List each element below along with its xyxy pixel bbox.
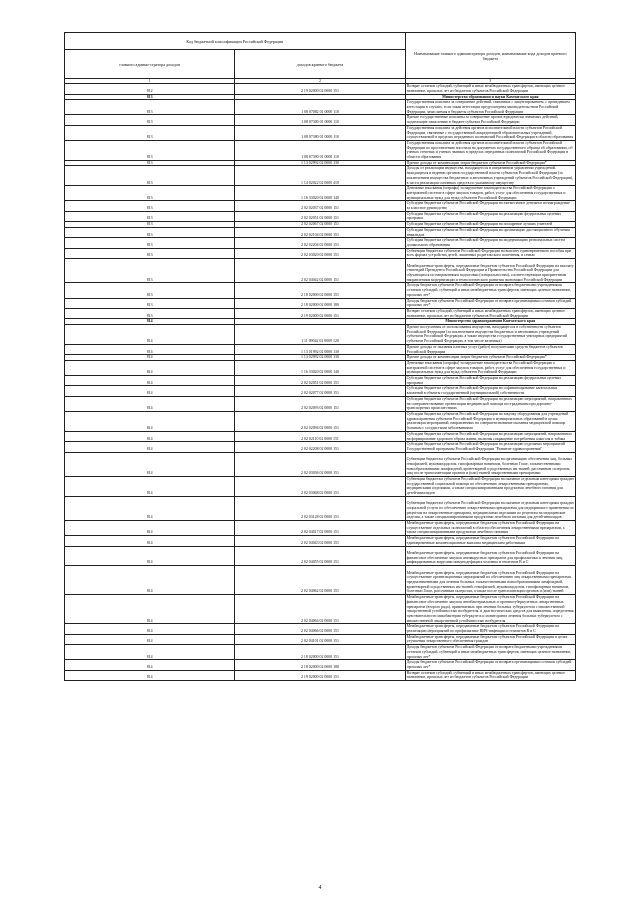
- admin-code-cell: 814: [65, 360, 235, 375]
- admin-code-cell: 814: [65, 396, 235, 411]
- table-row: [65, 259, 576, 283]
- table-row: [65, 100, 576, 115]
- admin-code-cell: 813: [65, 238, 235, 248]
- income-code-cell: 2 02 02067 02 0000 151: [235, 222, 405, 228]
- admin-code-cell: 813: [65, 283, 235, 298]
- code-group-header: Код бюджетной классификации Российской Федерации: [65, 33, 406, 50]
- income-name-cell: Прочие государственные пошлины за совершение прочих юридически значимых действий, подлежащие зачислению в бюджет субъекта Российской Федерации: [405, 115, 575, 125]
- income-code-cell: 2 02 02037 02 0000 151: [235, 201, 405, 211]
- income-code-cell: 2 02 04055 02 0000 151: [235, 546, 405, 566]
- income-code-cell: 2 18 02000 02 0000 180: [235, 298, 405, 308]
- income-code-cell: 2 02 04064 02 0000 151: [235, 595, 405, 624]
- table-row: [65, 476, 576, 496]
- admin-code-cell: 813: [65, 166, 235, 186]
- income-name-cell: Межбюджетные трансферты, передаваемые бюджетам субъектов Российской Федерации на единовременные компенсационные выплаты медицинским работникам: [405, 536, 575, 546]
- income-code-cell: 1 13 01992 02 0000 130: [235, 344, 405, 354]
- admin-code-cell: 813: [65, 201, 235, 211]
- table-row: [65, 344, 576, 354]
- table-row: [65, 670, 576, 680]
- income-code-cell: 2 02 04042 02 0000 151: [235, 259, 405, 283]
- admin-code-cell: 814: [65, 670, 235, 680]
- table-row: [65, 624, 576, 634]
- admin-code-cell: 814: [65, 442, 235, 452]
- table-row: [65, 396, 576, 411]
- table-row: [65, 496, 576, 520]
- admin-code-cell: 814: [65, 411, 235, 431]
- column-number: 1: [65, 79, 235, 84]
- income-code-cell: 2 19 02000 02 0000 151: [235, 670, 405, 680]
- income-name-cell: Доходы бюджетов субъектов Российской Федерации от возврата бюджетными учреждениями остатков субсидий, субвенций и иных межбюджетных трансфертов, имеющих целевое назначение, прошлых лет*: [405, 283, 575, 298]
- table-row: [65, 634, 576, 644]
- income-name-cell: Прочие доходы от компенсации затрат бюджетов субъектов Российской Федерации*: [405, 160, 575, 166]
- income-name-cell: Субсидии бюджетам субъектов Российской Федерации на ежемесячное денежное вознаграждение за классное руководство: [405, 201, 575, 211]
- admin-code-cell: 814: [65, 496, 235, 520]
- income-name-cell: Субсидии бюджетам субъектов Российской Федерации на реализацию федеральных целевых программ: [405, 211, 575, 221]
- income-code-cell: 1 13 02992 02 0000 130: [235, 355, 405, 361]
- income-name-cell: Субсидии бюджетам субъектов Российской Федерации на реализацию мероприятий, направленных на совершенствование организации медицинской помощи пострадавшим при дорожно-транспортных происшествиях: [405, 396, 575, 411]
- income-name-cell: Межбюджетные трансферты, передаваемые бюджетам субъектов Российской Федерации на осуществление отдельных полномочий в области обеспечения лекарственными препаратами, а также специализированными продуктами лечебного питания: [405, 521, 575, 536]
- admin-code-cell: 814: [65, 431, 235, 441]
- income-code-cell: 2 18 02000 02 0000 180: [235, 660, 405, 670]
- income-column-header: доходов краевого бюджета: [235, 50, 405, 79]
- admin-code-cell: 814: [65, 645, 235, 660]
- income-name-cell: Государственная пошлина за совершение действий, связанных с лицензированием, с проведением аттестации в случаях, если такая аттестация предусмотрена законодательством Российской Федерации, зачисляемая в бюджеты субъектов Российской Федерации: [405, 100, 575, 115]
- income-code-cell: 2 02 03020 02 0000 151: [235, 248, 405, 258]
- table-row: [65, 536, 576, 546]
- table-row: [65, 125, 576, 140]
- table-row: [65, 325, 576, 345]
- admin-code-cell: 813: [65, 248, 235, 258]
- income-code-cell: 1 11 09042 02 0000 120: [235, 325, 405, 345]
- table-row: [65, 308, 576, 318]
- income-code-cell: 2 02 02051 02 0000 151: [235, 211, 405, 221]
- table-body: [65, 79, 576, 681]
- income-name-cell: Субсидии бюджетам субъектов Российской Федерации на организацию дистанционного обучения инвалидов: [405, 227, 575, 237]
- income-name-cell: Государственная пошлина за действия органов исполнительной власти субъектов Российской Федерации по проставлению апостиля на документах государственного образца об образовании, об ученых степенях и ученых званиях в пределах переданных полномочий Российской Федерации в области образования: [405, 140, 575, 160]
- table-row: [65, 115, 576, 125]
- income-name-cell: Субсидии бюджетам субъектов Российской Федерации на реализацию отдельных мероприятий Государственной программы Российской Федерации "Развитие здравоохранения": [405, 442, 575, 452]
- income-code-cell: 2 02 04101 02 0000 151: [235, 634, 405, 644]
- table-row: [65, 227, 576, 237]
- table-row: [65, 166, 576, 186]
- income-code-cell: 2 19 02000 02 0000 151: [235, 308, 405, 318]
- table-row: [65, 283, 576, 298]
- table-row: [65, 645, 576, 660]
- table-row: [65, 431, 576, 441]
- admin-code-cell: 813: [65, 125, 235, 140]
- admin-code-cell: 814: [65, 452, 235, 476]
- table-row: [65, 566, 576, 595]
- admin-code-cell: 814: [65, 319, 235, 325]
- admin-code-cell: 814: [65, 521, 235, 536]
- income-code-cell: 2 02 02104 02 0000 151: [235, 227, 405, 237]
- income-name-cell: Субсидии бюджетам субъектов Российской Федерации на модернизацию региональных систем дошкольного образования: [405, 238, 575, 248]
- table-row: [65, 360, 576, 375]
- admin-code-cell: 813: [65, 94, 235, 100]
- table-row: [65, 186, 576, 201]
- admin-code-cell: 813: [65, 140, 235, 160]
- admin-code-cell: 814: [65, 325, 235, 345]
- income-name-cell: Субвенции бюджетам субъектов Российской Федерации на оказание отдельным категориям граждан социальной услуги по обеспечению лекарственными препаратами для медицинского применения по рецептам на лекарственные препараты, медицинскими изделиями по рецептам на медицинские изделия, а также специализированными продуктами лечебного питания для детей-инвалидов: [405, 496, 575, 520]
- table-row: [65, 201, 576, 211]
- income-name-cell: Межбюджетные трансферты, передаваемые бюджетам субъектов Российской Федерации на финансовое обеспечение закупок антибактериальных и противотуберкулезных лекарственных препаратов (второго ряда), применяемых при лечении больных туберкулезом с множественной лекарственной устойчивостью возбудителя, и диагностических средств для выявления, определения чувствительности микобактерии туберкулеза и мониторинга лечения больных туберкулезом с множественной лекарственной устойчивостью возбудителя: [406, 595, 574, 623]
- admin-code-cell: 814: [65, 344, 235, 354]
- section-title-cell: Министерство здравоохранения Камчатского края: [405, 319, 575, 325]
- income-code-cell: 2 02 04017 02 0000 151: [235, 521, 405, 536]
- income-name-cell: Субвенции бюджетам субъектов Российской Федерации на выплату единовременного пособия при всех формах устройства детей, лишенных родительского попечения, в семью: [405, 248, 575, 258]
- income-code-cell: 2 02 02094 02 0000 151: [235, 411, 405, 431]
- income-name-cell: Субсидии бюджетам субъектов Российской Федерации на поощрение лучших учителей: [405, 222, 575, 228]
- income-code-cell: 2 19 02000 02 0000 151: [235, 84, 405, 94]
- income-name-cell: Государственная пошлина за действия органов исполнительной власти субъектов Российской Федерации, связанные с государственной аккредитацией образовательных учреждений, осуществляемой в пределах переданных полномочий Российской Федерации в области образования: [405, 125, 575, 140]
- income-code-cell: 2 02 03128 02 0000 151: [235, 496, 405, 520]
- income-code-cell: 2 18 02000 02 0000 151: [235, 645, 405, 660]
- admin-code-cell: 814: [65, 624, 235, 634]
- admin-code-cell: 813: [65, 227, 235, 237]
- income-code-cell: 1 08 07082 01 0000 110: [235, 100, 405, 115]
- admin-code-cell: 814: [65, 595, 235, 624]
- table-row: [65, 452, 576, 476]
- income-name-cell: Доходы бюджетов субъектов Российской Федерации от возврата организациями остатков субсидий прошлых лет*: [405, 660, 575, 670]
- income-code-cell: 1 08 07300 01 0000 110: [235, 115, 405, 125]
- income-name-cell: Прочие доходы от оказания платных услуг (работ) получателями средств бюджетов субъектов Российской Федерации: [405, 344, 575, 354]
- admin-code-cell: 813: [65, 186, 235, 201]
- admin-code-cell: 813: [65, 222, 235, 228]
- income-name-cell: Доходы бюджетов субъектов Российской Федерации от возврата организациями остатков субсидий прошлых лет*: [405, 298, 575, 308]
- income-code-cell: 1 14 02022 02 0000 410: [235, 166, 405, 186]
- income-name-cell: Субсидии бюджетам субъектов Российской Федерации на закупку оборудования для учреждений здравоохранения субъектов Российской Федерации и муниципальных образований в целях реализации мероприятий, направленных на совершенствование оказания медицинской помощи больным с сосудистыми заболеваниями: [405, 411, 575, 431]
- income-name-cell: Доходы бюджетов субъектов Российской Федерации от возврата бюджетными учреждениями остатков субсидий, субвенций и иных межбюджетных трансфертов, имеющих целевое назначение, прошлых лет*: [405, 645, 575, 660]
- income-name-cell: Межбюджетные трансферты, передаваемые бюджетам субъектов Российской Федерации на реализацию мероприятий по профилактике ВИЧ-инфекции и гепатитов B и C: [405, 624, 575, 634]
- income-code-cell: 2 02 04043 02 0000 151: [235, 536, 405, 546]
- income-name-cell: Межбюджетные трансферты, передаваемые бюджетам субъектов Российской Федерации в целях улучшения лекарственного обеспечения граждан: [405, 634, 575, 644]
- admin-code-cell: 813: [65, 160, 235, 166]
- admin-code-cell: 813: [65, 298, 235, 308]
- table-row: [65, 442, 576, 452]
- table-row: [65, 140, 576, 160]
- income-name-cell: Денежные взыскания (штрафы) за нарушение законодательства Российской Федерации о контрактной системе в сфере закупок товаров, работ, услуг для обеспечения государственных и муниципальных нужд для нужд субъектов Российской Федерации: [405, 186, 575, 201]
- admin-code-cell: 814: [65, 376, 235, 386]
- income-name-cell: Прочие доходы от компенсации затрат бюджетов субъектов Российской Федерации*: [405, 355, 575, 361]
- admin-code-cell: 814: [65, 546, 235, 566]
- table-row: [65, 521, 576, 536]
- column-number: 2: [235, 79, 405, 84]
- table-row: [65, 84, 576, 94]
- admin-code-cell: 814: [65, 386, 235, 396]
- admin-code-cell: 813: [65, 308, 235, 318]
- admin-code-cell: 813: [65, 115, 235, 125]
- page-number: 4: [318, 885, 322, 891]
- revenue-codes-table: [64, 32, 576, 681]
- income-code-cell: 2 18 02000 02 0000 151: [235, 283, 405, 298]
- admin-code-cell: 814: [65, 634, 235, 644]
- admin-code-cell: 814: [65, 660, 235, 670]
- income-name-cell: Прочие поступления от использования имущества, находящегося в собственности субъектов Российской Федерации (за исключением имущества бюджетных и автономных учреждений субъектов Российской Федерации, а также имущества государственных унитарных предприятий субъектов Российской Федерации, в том числе казенных): [405, 325, 575, 345]
- table-row: [65, 376, 576, 386]
- column-number: 3: [405, 79, 575, 84]
- income-name-cell: Возврат остатков субсидий, субвенций и иных межбюджетных трансфертов, имеющих целевое назначение, прошлых лет из бюджетов субъектов Российской Федерации: [405, 84, 575, 94]
- table-row: [65, 546, 576, 566]
- table-row: [65, 298, 576, 308]
- income-name-cell: Межбюджетные трансферты, передаваемые бюджетам субъектов Российской Федерации на финансовое обеспечение закупок антивирусных препаратов для профилактики и лечения лиц, инфицированных вирусами иммунодефицита человека и гепатитов B и C: [405, 546, 575, 566]
- income-code-cell: 2 02 03036 02 0000 151: [235, 452, 405, 476]
- admin-code-cell: 814: [65, 566, 235, 595]
- income-name-cell: Межбюджетные трансферты, передаваемые бюджетам субъектов Российской Федерации на выплату стипендий Президента Российской Федерации и Правительства Российской Федерации для обучающихся по направлениям подготовки (специальностям), соответствующим приоритетным направлениям модернизации и технологического развития экономики Российской Федерации: [405, 259, 575, 283]
- table-row: [65, 238, 576, 248]
- income-name-cell: Доходы от реализации имущества, находящегося в оперативном управлении учреждений, находящихся в ведении органов государственной власти субъектов Российской Федерации (за исключением имущества бюджетных и автономных учреждений субъектов Российской Федерации), в части реализации основных средств по указанному имуществу: [405, 166, 575, 186]
- admin-code-cell: 812: [65, 84, 235, 94]
- income-code-cell: 2 02 02077 02 0000 151: [235, 386, 405, 396]
- name-column-header: Наименование главного администратора доходов, наименование кода доходов краевого бюджета: [405, 33, 575, 79]
- income-code-cell: 2 02 02093 02 0000 151: [235, 396, 405, 411]
- income-code-cell: 2 02 02204 02 0000 151: [235, 238, 405, 248]
- income-code-cell: 2 02 03068 02 0000 151: [235, 476, 405, 496]
- table-row: [65, 386, 576, 396]
- income-name-cell: Межбюджетные трансферты, передаваемые бюджетам субъектов Российской Федерации на осуществление организационных мероприятий по обеспечению лиц лекарственными препаратами, предназначенными для лечения больных злокачественными новообразованиями лимфоидной, кроветворной и родственных им тканей, гемофилией, муковисцидозом, гипофизарным нанизмом, болезнью Гоше, рассеянным склерозом, а также после трансплантации органов и (или) тканей: [405, 566, 575, 595]
- income-code-cell: 1 16 33020 02 0000 140: [235, 186, 405, 201]
- income-code-cell: 1 13 02992 02 0000 130: [235, 160, 405, 166]
- table-header-row: [65, 33, 576, 50]
- admin-code-cell: 813: [65, 211, 235, 221]
- income-code-cell: 2 02 02051 02 0000 151: [235, 376, 405, 386]
- income-name-cell: Субсидии бюджетам субъектов Российской Федерации на реализацию мероприятий, направленных на формирование здорового образа жизни, включая сокращение потребления алкоголя и табака: [405, 431, 575, 441]
- admin-column-header: главного админи-стратора доходов: [65, 50, 235, 79]
- income-name-cell: Субсидии бюджетам субъектов Российской Федерации на софинансирование капитальных вложений в объекты государственной (муниципальной) собственности: [405, 386, 575, 396]
- income-name-cell: Денежные взыскания (штрафы) за нарушение законодательства Российской Федерации о контрактной системе в сфере закупок товаров, работ, услуг для обеспечения государственных и муниципальных нужд для нужд субъектов Российской Федерации: [405, 360, 575, 375]
- income-name-cell: Возврат остатков субсидий, субвенций и иных межбюджетных трансфертов, имеющих целевое назначение, прошлых лет из бюджетов субъектов Российской Федерации: [405, 670, 575, 680]
- admin-code-cell: 813: [65, 100, 235, 115]
- admin-code-cell: 813: [65, 259, 235, 283]
- section-title-cell: Министерство образования и науки Камчатского края: [405, 94, 575, 100]
- table-row: [65, 211, 576, 221]
- income-code-cell: 2 02 02110 02 0000 151: [235, 431, 405, 441]
- income-name-cell: Возврат остатков субсидий, субвенций и иных межбюджетных трансфертов, имеющих целевое назначение, прошлых лет из бюджетов субъектов Российской Федерации: [405, 308, 575, 318]
- income-name-cell: Субсидии бюджетам субъектов Российской Федерации на реализацию федеральных целевых программ: [405, 376, 575, 386]
- table-row: [65, 411, 576, 431]
- admin-code-cell: 814: [65, 355, 235, 361]
- admin-code-cell: 814: [65, 476, 235, 496]
- income-code-cell: 2 02 02208 02 0000 151: [235, 442, 405, 452]
- income-name-cell: Субвенции бюджетам субъектов Российской Федерации на оказание отдельным категориям граждан государственной социальной помощи по обеспечению лекарственными препаратами, медицинскими изделиями, а также специализированными продуктами лечебного питания для детей-инвалидов: [406, 476, 574, 496]
- income-code-cell: 1 08 07390 01 0000 110: [235, 140, 405, 160]
- admin-code-cell: 814: [65, 536, 235, 546]
- income-code-cell: 1 08 07380 01 0000 110: [235, 125, 405, 140]
- income-code-cell: 2 02 04066 02 0000 151: [235, 624, 405, 634]
- table-row: [65, 660, 576, 670]
- income-code-cell: 2 02 04062 02 0000 151: [235, 566, 405, 595]
- table-row: [65, 595, 576, 624]
- table-row: [65, 248, 576, 258]
- income-code-cell: 1 16 33020 02 0000 140: [235, 360, 405, 375]
- income-name-cell: Субвенции бюджетам субъектов Российской Федерации на организацию обеспечения лиц, больных гемофилией, муковисцидозом, гипофизарным нанизмом, болезнью Гоше, злокачественными новообразованиями лимфоидной, кроветворной и родственных им тканей, рассеянным склерозом, лиц после трансплантации органов и (или) тканей лекарственными препаратами: [405, 452, 575, 476]
